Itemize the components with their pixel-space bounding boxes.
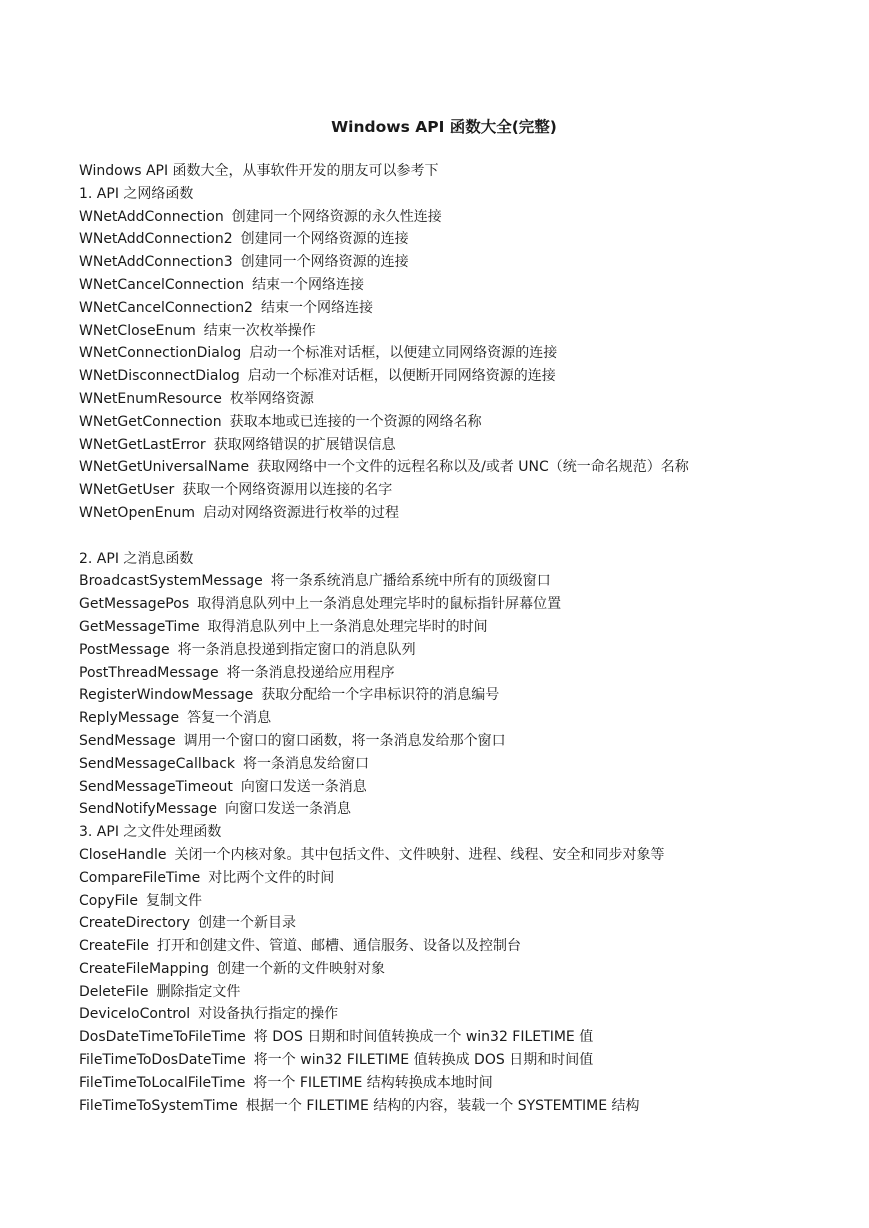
api-entry [79, 342, 809, 365]
api-function-name: BroadcastSystemMessage [79, 573, 263, 590]
api-function-name: WNetAddConnection [79, 208, 224, 225]
api-function-name: WNetGetUser [79, 482, 175, 499]
api-function-name: WNetOpenEnum [79, 504, 196, 521]
api-entry [79, 844, 809, 867]
api-function-name: WNetConnectionDialog [79, 345, 242, 362]
api-entry [79, 958, 809, 981]
api-function-description: 获取分配给一个字串标识符的消息编号 [261, 687, 500, 704]
api-function-name: WNetCancelConnection2 [79, 299, 253, 316]
api-entry [79, 320, 809, 343]
api-function-description: 向窗口发送一条消息 [225, 801, 352, 818]
api-function-name: DeviceIoControl [79, 1006, 191, 1023]
api-entry [79, 1003, 809, 1026]
api-function-description: 创建同一个网络资源的连接 [240, 231, 409, 248]
api-entry [79, 639, 809, 662]
api-entry [79, 1026, 809, 1049]
api-function-name: RegisterWindowMessage [79, 687, 254, 704]
api-function-description: 关闭一个内核对象。其中包括文件、文件映射、进程、线程、安全和同步对象等 [174, 846, 665, 863]
api-function-description: 将一个 win32 FILETIME 值转换成 DOS 日期和时间值 [253, 1052, 594, 1069]
api-function-description: 创建同一个网络资源的连接 [240, 254, 409, 271]
api-entry [79, 867, 809, 890]
api-function-description: 取得消息队列中上一条消息处理完毕时的鼠标指针屏幕位置 [197, 596, 562, 613]
api-entry [79, 593, 809, 616]
api-function-name: WNetEnumResource [79, 390, 222, 407]
api-function-description: 结束一次枚举操作 [203, 322, 316, 339]
api-function-name: GetMessagePos [79, 596, 190, 613]
api-entry [79, 776, 809, 799]
api-function-description: 打开和创建文件、管道、邮槽、通信服务、设备以及控制台 [156, 938, 521, 955]
blank-line [79, 525, 809, 548]
api-function-description: 启动一个标准对话框，以便断开同网络资源的连接 [247, 368, 556, 385]
api-function-name: FileTimeToLocalFileTime [79, 1074, 246, 1091]
api-function-description: 复制文件 [145, 892, 202, 909]
api-entry [79, 730, 809, 753]
api-entry [79, 662, 809, 685]
api-entry [79, 365, 809, 388]
api-function-name: CreateDirectory [79, 915, 191, 932]
api-function-description: 将一条消息发给窗口 [243, 755, 370, 772]
section-heading: 3. API 之文件处理函数 [79, 824, 222, 841]
api-function-name: WNetCloseEnum [79, 322, 196, 339]
api-function-description: 向窗口发送一条消息 [240, 778, 367, 795]
api-entry [79, 1095, 809, 1118]
api-function-name: WNetGetUniversalName [79, 459, 250, 476]
section-heading: 2. API 之消息函数 [79, 550, 194, 567]
api-function-name: CreateFile [79, 938, 149, 955]
api-entry [79, 707, 809, 730]
api-function-name: SendMessageTimeout [79, 778, 233, 795]
api-entry [79, 502, 809, 525]
api-entry [79, 570, 809, 593]
api-function-description: 获取网络中一个文件的远程名称以及/或者 UNC（统一命名规范）名称 [257, 459, 689, 476]
api-entry [79, 411, 809, 434]
api-function-name: ReplyMessage [79, 710, 180, 727]
api-function-name: CopyFile [79, 892, 138, 909]
api-function-description: 获取本地或已连接的一个资源的网络名称 [229, 413, 482, 430]
api-entry [79, 456, 809, 479]
api-function-description: 创建一个新的文件映射对象 [217, 960, 386, 977]
api-function-description: 获取网络错误的扩展错误信息 [213, 436, 396, 453]
api-entry [79, 981, 809, 1004]
api-entry [79, 479, 809, 502]
api-function-name: WNetAddConnection3 [79, 254, 233, 271]
api-entry [79, 912, 809, 935]
api-function-description: 对比两个文件的时间 [208, 869, 335, 886]
api-entry [79, 228, 809, 251]
intro-text: Windows API 函数大全，从事软件开发的朋友可以参考下 [79, 163, 439, 179]
api-entry [79, 616, 809, 639]
api-function-description: 调用一个窗口的窗口函数，将一条消息发给那个窗口 [183, 732, 506, 749]
api-function-name: WNetCancelConnection [79, 276, 245, 293]
api-function-description: 根据一个 FILETIME 结构的内容，装载一个 SYSTEMTIME 结构 [245, 1097, 640, 1114]
api-entry [79, 251, 809, 274]
api-function-name: SendMessage [79, 732, 176, 749]
api-function-name: CloseHandle [79, 846, 167, 863]
api-function-name: DeleteFile [79, 983, 149, 1000]
api-function-name: FileTimeToDosDateTime [79, 1052, 246, 1069]
api-function-name: DosDateTimeToFileTime [79, 1029, 246, 1046]
api-entry [79, 684, 809, 707]
api-function-name: FileTimeToSystemTime [79, 1097, 238, 1114]
api-entry [79, 1049, 809, 1072]
api-function-name: SendNotifyMessage [79, 801, 218, 818]
api-function-description: 对设备执行指定的操作 [198, 1006, 339, 1023]
api-function-name: WNetGetLastError [79, 436, 206, 453]
api-function-name: CreateFileMapping [79, 960, 210, 977]
api-function-description: 创建一个新目录 [198, 915, 297, 932]
api-entry [79, 890, 809, 913]
api-function-description: 获取一个网络资源用以连接的名字 [182, 482, 393, 499]
api-function-name: SendMessageCallback [79, 755, 236, 772]
api-entry [79, 297, 809, 320]
api-function-description: 枚举网络资源 [229, 390, 314, 407]
api-function-description: 将 DOS 日期和时间值转换成一个 win32 FILETIME 值 [253, 1029, 594, 1046]
api-entry [79, 1072, 809, 1095]
api-entry [79, 388, 809, 411]
api-function-description: 启动一个标准对话框，以便建立同网络资源的连接 [249, 345, 558, 362]
api-function-description: 将一条消息投递给应用程序 [226, 664, 395, 681]
api-entry [79, 935, 809, 958]
api-function-name: WNetGetConnection [79, 413, 222, 430]
api-function-name: WNetDisconnectDialog [79, 368, 240, 385]
api-entry [79, 434, 809, 457]
api-function-description: 将一条消息投递到指定窗口的消息队列 [177, 641, 416, 658]
api-entry [79, 798, 809, 821]
api-function-description: 取得消息队列中上一条消息处理完毕时的时间 [207, 618, 488, 635]
api-function-description: 将一条系统消息广播给系统中所有的顶级窗口 [270, 573, 551, 590]
api-function-name: PostThreadMessage [79, 664, 219, 681]
api-function-description: 结束一个网络连接 [260, 299, 373, 316]
api-function-name: CompareFileTime [79, 869, 201, 886]
api-function-description: 结束一个网络连接 [252, 276, 365, 293]
api-function-name: WNetAddConnection2 [79, 231, 233, 248]
api-function-description: 答复一个消息 [187, 710, 272, 727]
api-function-description: 删除指定文件 [156, 983, 241, 1000]
api-function-description: 将一个 FILETIME 结构转换成本地时间 [253, 1074, 493, 1091]
section-heading: 1. API 之网络函数 [79, 185, 194, 202]
api-entry [79, 753, 809, 776]
api-function-name: PostMessage [79, 641, 170, 658]
document-body [79, 183, 809, 1118]
document-title: Windows API 函数大全(完整) [331, 118, 557, 136]
api-entry [79, 274, 809, 297]
api-function-name: GetMessageTime [79, 618, 200, 635]
api-function-description: 创建同一个网络资源的永久性连接 [231, 208, 442, 225]
api-function-description: 启动对网络资源进行枚举的过程 [203, 504, 400, 521]
api-entry [79, 206, 809, 229]
